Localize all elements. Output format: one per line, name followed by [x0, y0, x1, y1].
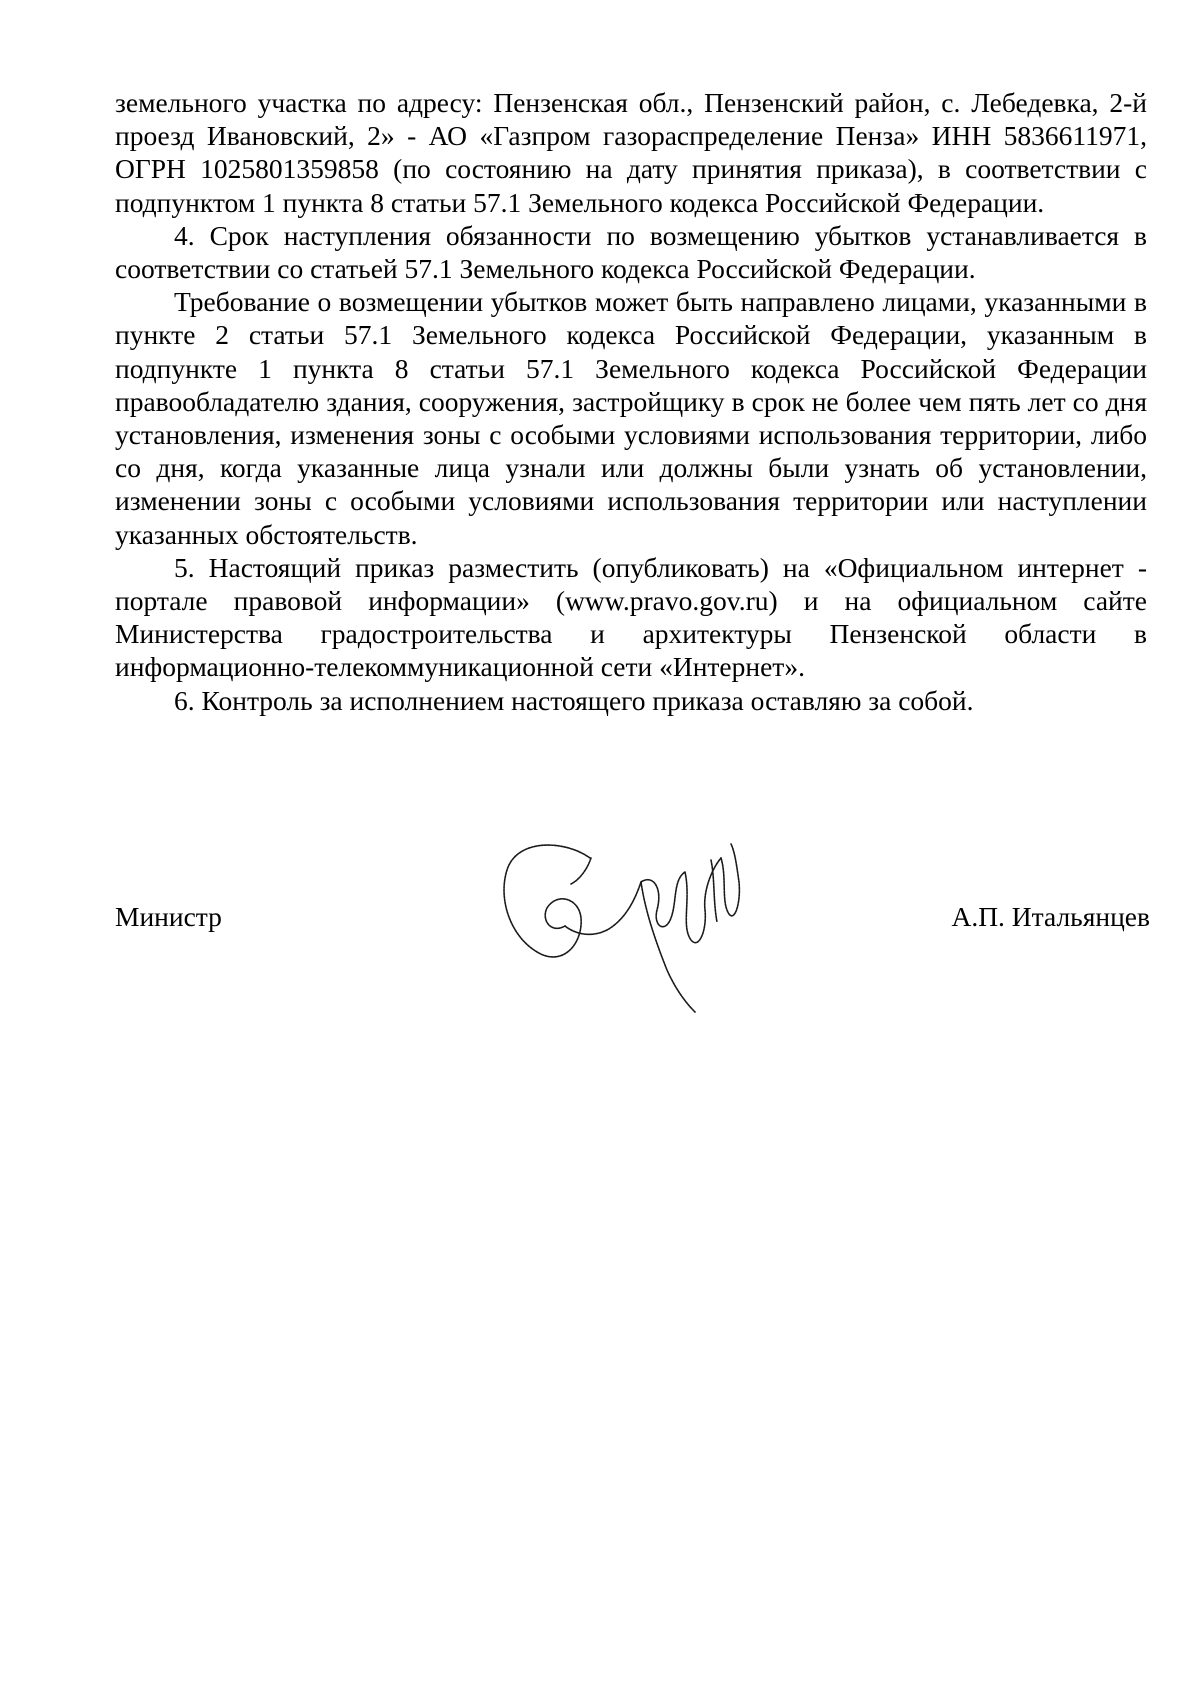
- handwritten-signature-icon: [495, 830, 770, 1015]
- paragraph-item-6: 6. Контроль за исполнением настоящего приказа оставляю за собой.: [174, 684, 974, 716]
- signer-position: Министр: [115, 901, 222, 932]
- paragraph-address-continuation: земельного участка по адресу: Пензенская обл., Пензенский район, с. Лебедевка, 2-й проезд Ивановский, 2» - АО «Газпром газораспределение Пенза» ИНН 5836611971, ОГРН 1025801359858 (по состоянию на дату принятия приказа), в соответствии с подпунктом 1 пункта 8 статьи 57.1 Земельного кодекса Российской Федерации.: [115, 87, 1147, 218]
- signer-name: А.П. Итальянцев: [951, 901, 1150, 932]
- document-body: [115, 86, 1147, 717]
- paragraph-item-4: 4. Срок наступления обязанности по возмещению убытков устанавливается в соответствии со статьей 57.1 Земельного кодекса Российской Федерации.: [115, 219, 1147, 285]
- paragraph-item-5: 5. Настоящий приказ разместить (опубликовать) на «Официальном интернет - портале правовой информации» (www.pravo.gov.ru) и на официальном сайте Министерства градостроительства и архитектуры Пензенской области в информационно-телекоммуникационной сети «Интернет».: [115, 551, 1147, 683]
- paragraph-compensation-claim: Требование о возмещении убытков может быть направлено лицами, указанными в пункте 2 статьи 57.1 Земельного кодекса Российской Федерации, указанным в подпункте 1 пункта 8 статьи 57.1 Земельного кодекса Российской Федерации правообладателю здания, сооружения, застройщику в срок не более чем пять лет со дня установления, изменения зоны с особыми условиями использования территории, либо со дня, когда указанные лица узнали или должны были узнать об установлении, изменении зоны с особыми условиями использования территории или наступлении указанных обстоятельств.: [115, 286, 1147, 550]
